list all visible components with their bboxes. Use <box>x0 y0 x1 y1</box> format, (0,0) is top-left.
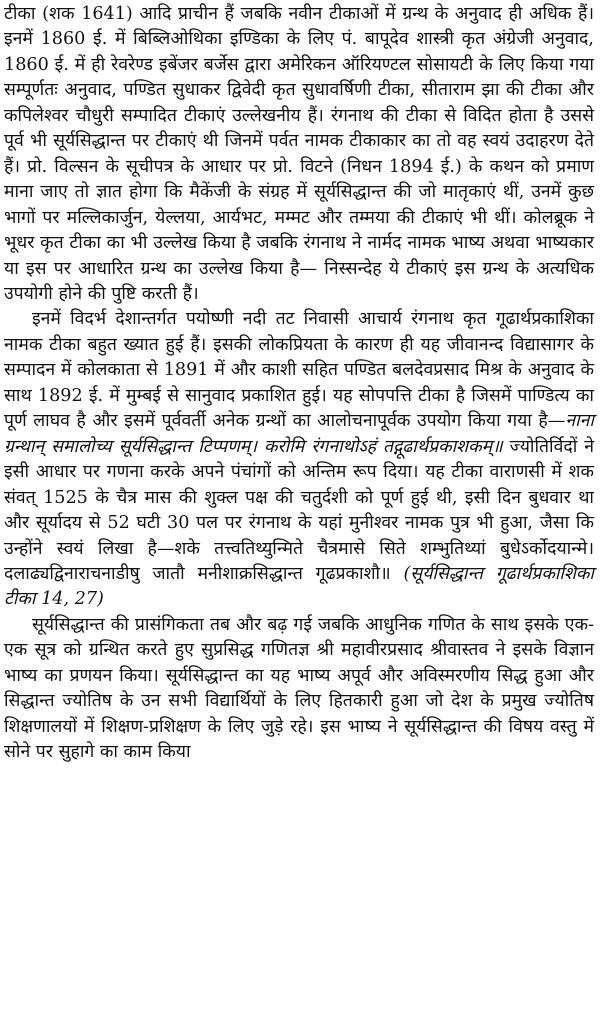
citation-reference: (सूर्यसिद्धान्त गूढार्थप्रकाशिका टीका 14, 27) <box>4 563 594 610</box>
paragraph-3-text: सूर्यसिद्धान्त की प्रासंगिकता तब और बढ़ गई जबकि आधुनिक गणित के साथ इसके एक-एक सूत्र को ग्रन्थित करते हुए सुप्रसिद्ध गणितज्ञ श्री महावीरप्रसाद श्रीवास्तव ने इसके विज्ञान भाष्य का प्रणयन किया। सूर्यसिद्धान्त का यह भाष्य अपूर्व और अविस्मरणीय सिद्ध हुआ और सिद्धान्त ज्योतिष के उन सभी विद्यार्थियों के लिए हितकारी हुआ जो देश के प्रमुख ज्योतिष शिक्षणालयों में शिक्षण-प्रशिक्षण के लिए जुड़े रहे। इस भाष्य ने सूर्यसिद्धान्त की विषय वस्तु में सोने पर सुहागे का काम किया <box>4 614 594 763</box>
paragraph-2-text: इनमें विदर्भ देशान्तर्गत पयोष्णी नदी तट निवासी आचार्य रंगनाथ कृत गूढार्थप्रकाशिका नामक टीका बहुत ख्यात हुई हैं। इसकी लोकप्रियता के कारण ही यह जीवानन्द विद्यासागर के सम्पादन में कोलकाता से 1891 में और काशी सहित पण्डित बलदेवप्रसाद मिश्र के अनुवाद के साथ 1892 ई. में मुम्बई से सानुवाद प्रकाशित हुई। यह सोपपत्ति टीका है जिसमें पाण्डित्य का पूर्ण लाघव है और इसमें पूर्ववर्ती अनेक ग्रन्थों का आलोचनापूर्वक उपयोग किया गया है— <box>4 309 594 432</box>
sanskrit-verse-quote: नाना ग्रन्थान् समालोच्य सूर्यसिद्धान्त टिप्पणम्। करोमि रंगनाथोऽहं तद्गूढार्थप्रकाशकम्॥ <box>4 411 594 457</box>
paragraph-1 <box>4 2 594 307</box>
paragraph-2 <box>4 307 594 612</box>
paragraph-2-continuation: ज्योतिर्विदों ने इसी आधार पर गणना करके अपने पंचांगों को अन्तिम रूप दिया। यह टीका वाराणसी में शक संवत् 1525 के चैत्र मास की शुक्ल पक्ष की चतुर्दशी को पूर्ण हुई थी, इसी दिन बुधवार था और सूर्यादय से 52 घटी 30 पल पर रंगनाथ के यहां मुनीश्वर नामक पुत्र भी हुआ, जैसा कि उन्होंने स्वयं लिखा है—शके तत्त्वतिथ्युन्मिते चैत्रमासे सिते शम्भुतिथ्यां बुधेऽर्कोदयान्मे। दलाढ्यद्विनाराचनाडीषु जातौ मनीशाक्रसिद्धान्त गूढप्रकाशौ॥ <box>4 436 594 584</box>
paragraph-3 <box>4 613 594 766</box>
paragraph-1-text: टीका (शक 1641) आदि प्राचीन हैं जबकि नवीन टीकाओं में ग्रन्थ के अनुवाद ही अधिक हैं। इनमें 1860 ई. में बिब्लिओथिका इण्डिका के लिए पं. बापूदेव शास्त्री कृत अंग्रेजी अनुवाद, 1860 ई. में ही रेवरेण्ड इबेंजर बर्जेस द्वारा अमेरिकन ऑरियण्टल सोसायटी के लिए किया गया सम्पूर्णतः अनुवाद, पण्डित सुधाकर द्विवेदी कृत सुधावर्षिणी टीका, सीताराम झा की टीका और कपिलेश्वर चौधुरी सम्पादित टीकाएं उल्लेखनीय हैं। रंगनाथ की टीका से विदित होता है उससे पूर्व भी सूर्यसिद्धान्त पर टीकाएं थी जिनमें पर्वत नामक टीकाकार का तो वह स्वयं उदाहरण देते हैं। प्रो. विल्सन के सूचीपत्र के आधार पर प्रो. विटने (निधन 1894 ई.) के कथन को प्रमाण माना जाए तो ज्ञात होगा कि मैकेंजी के संग्रह में सूर्यसिद्धान्त की जो मातृकाएं थीं, उनमें कुछ भागों पर मल्लिकार्जुन, येल्लया, आर्यभट, मम्मट और तम्मया की टीकाएं भी थीं। कोलब्रूक ने भूधर कृत टीका का भी उल्लेख किया है जबकि रंगनाथ ने नार्मद नामक भाष्य अथवा भाष्यकार या इस पर आधारित ग्रन्थ का उल्लेख किया है— निस्सन्देह ये टीकाएं इस ग्रन्थ के अत्यधिक उपयोगी होने की पुष्टि करती हैं। <box>4 4 594 304</box>
